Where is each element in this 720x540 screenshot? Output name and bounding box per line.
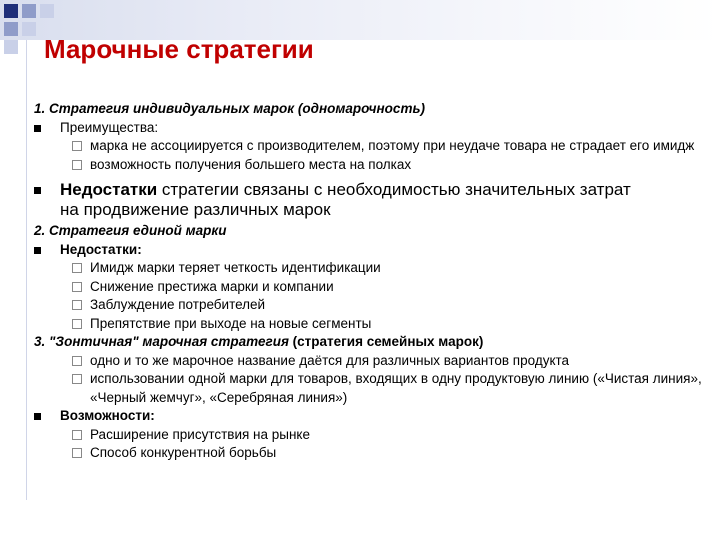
hollow-square-bullet-icon — [72, 448, 82, 458]
hollow-square-bullet-icon — [72, 300, 82, 310]
s3-item-2 — [34, 370, 702, 407]
hollow-square-bullet-icon — [72, 430, 82, 440]
section-1-disadvantages — [34, 180, 704, 200]
hollow-square-bullet-icon — [72, 356, 82, 366]
advantage-text-1: марка не ассоциируется с производителем, поэтому при неудаче товара не страдает его имидж — [90, 138, 695, 153]
decor-square-4 — [4, 22, 18, 36]
s2-item-text-2: Снижение престижа марки и компании — [90, 278, 334, 294]
disadvantages-text: стратегии связаны с необходимостью значительных затрат — [157, 180, 631, 199]
s3-item-1 — [34, 352, 704, 371]
s3-item-text-1: одно и то же марочное название даётся для различных вариантов продукта — [90, 352, 570, 368]
section-2-disadvantages — [34, 241, 704, 260]
s2-item-1 — [34, 259, 704, 278]
decor-vertical-line — [26, 40, 27, 500]
advantage-text-2: возможность получения большего места на полках — [90, 156, 412, 172]
slide-title: Марочные стратегии — [44, 34, 314, 64]
section-2-disadvantages-label: Недостатки: — [60, 241, 142, 257]
s2-item-text-3: Заблуждение потребителей — [90, 297, 266, 312]
s3-item-text-2: использовании одной марки для товаров, входящих в одну продуктовую линию («Чистая линия», «Черный жемчуг», «Серебряная линия») — [90, 371, 702, 405]
slide-content — [34, 100, 704, 463]
decor-square-2 — [22, 4, 36, 18]
opportunities-label: Возможности: — [60, 408, 155, 423]
square-bullet-icon — [34, 187, 41, 194]
opp-item-text-2: Способ конкурентной борьбы — [90, 445, 277, 460]
square-bullet-icon — [34, 125, 41, 132]
decor-square-5 — [22, 22, 36, 36]
section-3-heading — [34, 333, 704, 352]
s2-item-4 — [34, 315, 704, 334]
opp-item-1 — [34, 426, 704, 445]
hollow-square-bullet-icon — [72, 282, 82, 292]
section-2-heading: 2. Стратегия единой марки — [34, 223, 227, 238]
s2-item-text-4: Препятствие при выходе на новые сегменты — [90, 315, 372, 331]
hollow-square-bullet-icon — [72, 141, 82, 151]
opp-item-text-1: Расширение присутствия на рынке — [90, 426, 311, 442]
square-bullet-icon — [34, 413, 41, 420]
hollow-square-bullet-icon — [72, 160, 82, 170]
section-3-heading-rest: (стратегия семейных марок) — [288, 334, 484, 349]
hollow-square-bullet-icon — [72, 374, 82, 384]
section-3-heading-italic: 3. "Зонтичная" марочная стратегия — [34, 334, 289, 349]
s2-item-3 — [34, 296, 704, 315]
opp-item-2 — [34, 444, 704, 463]
advantage-item-1 — [34, 137, 702, 156]
hollow-square-bullet-icon — [72, 263, 82, 273]
section-1-advantages — [34, 119, 704, 138]
hollow-square-bullet-icon — [72, 319, 82, 329]
s2-item-2 — [34, 278, 704, 297]
s2-item-text-1: Имидж марки теряет четкость идентификации — [90, 260, 381, 275]
square-bullet-icon — [34, 247, 41, 254]
advantages-label: Преимущества: — [60, 119, 159, 135]
decor-square-6 — [4, 40, 18, 54]
decor-square-1 — [4, 4, 18, 18]
advantage-item-2 — [34, 156, 704, 175]
section-3-opportunities — [34, 407, 704, 426]
section-1-disadvantages-cont: на продвижение различных марок — [60, 200, 331, 219]
section-1-heading: 1. Стратегия индивидуальных марок (одномарочность) — [34, 101, 425, 116]
disadvantages-bold: Недостатки — [60, 180, 158, 199]
decor-square-3 — [40, 4, 54, 18]
